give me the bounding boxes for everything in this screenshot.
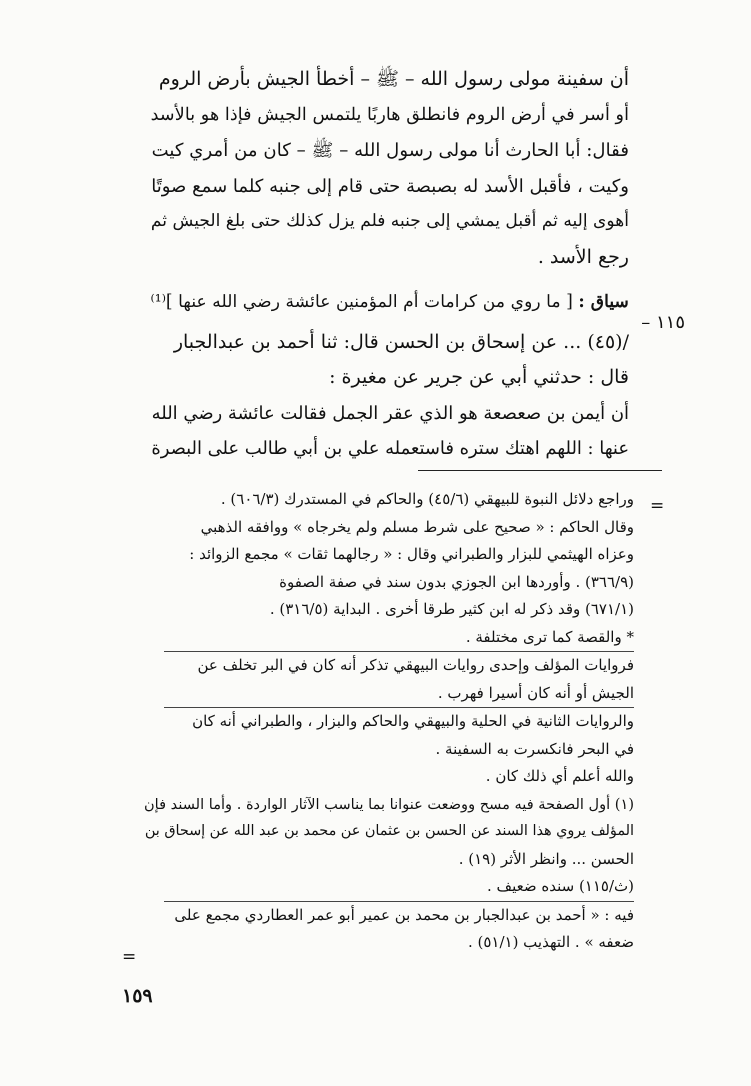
- text-line: أو أسر في أرض الروم فانطلق هاربًا يلتمس الجيش فإذا هو بالأسد: [150, 104, 629, 125]
- footnote-divider: [418, 470, 662, 471]
- section-heading: [141, 285, 629, 321]
- footnote-line: والروايات الثانية في الحلية والبيهقي والحاكم والبزار ، والطبراني أنه كان: [192, 712, 634, 730]
- footnote-line: فيه : « أحمد بن عبدالجبار بن محمد بن عمير أبو عمر العطاردي مجمع على: [174, 905, 634, 924]
- page-number: ١٥٩: [122, 985, 153, 1007]
- footnote-line: وقال الحاكم : « صحيح على شرط مسلم ولم يخرجاه » ووافقه الذهبي: [200, 517, 634, 536]
- footnote-line: ضعفه » . التهذيب (٥١/١) .: [467, 933, 634, 951]
- section-title: [ ما روي من كرامات أم المؤمنين عائشة رضي الله عنها ]⁽¹⁾: [150, 292, 573, 312]
- section-label: سياق :: [578, 292, 629, 312]
- footnote-line: فروايات المؤلف وإحدى روايات البيهقي تذكر أنه كان في البر تخلف عن: [197, 656, 634, 674]
- hadith-line: أن أيمن بن صعصعة هو الذي عقر الجمل فقالت عائشة رضي الله: [151, 402, 629, 424]
- footnote-line: * والقصة كما ترى مختلفة .: [465, 627, 634, 646]
- footnote-line: والله أعلم أي ذلك كان .: [485, 767, 634, 785]
- footnotes: [134, 486, 634, 957]
- footnote-line: (٦٧١/١) وقد ذكر له ابن كثير طرقا أخرى . البداية (٣١٦/٥) .: [269, 600, 634, 618]
- footnote-line: (١) أول الصفحة فيه مسح ووضعت عنوانا بما يناسب الآثار الواردة . وأما السند فإن: [143, 795, 634, 813]
- text-line: وكيت ، فأقبل الأسد له بصبصة حتى قام إلى جنبه كلما سمع صوتًا: [151, 175, 629, 197]
- main-text: [141, 62, 629, 467]
- footnote-line: في البحر فانكسرت به السفينة .: [435, 739, 634, 758]
- footnote-line: وراجع دلائل النبوة للبيهقي (٤٥/٦) والحاكم في المستدرك (٦٠٦/٣) .: [220, 490, 634, 508]
- footnote-line: (ث/١١٥) سنده ضعيف .: [487, 877, 634, 895]
- text-line: رجع الأسد .: [537, 245, 629, 268]
- hadith-line: عنها : اللهم اهتك ستره فاستعمله علي بن أبي طالب على البصرة: [151, 438, 629, 459]
- continuation-mark: =: [650, 496, 665, 516]
- hadith-line: قال : حدثني أبي عن جرير عن مغيرة :: [329, 366, 629, 388]
- footnote-line: (٣٦٦/٩) . وأوردها ابن الجوزي بدون سند في صفة الصفوة: [279, 572, 634, 591]
- footnote-line: وعزاه الهيثمي للبزار والطبراني وقال : « رجالهما ثقات » مجمع الزوائد :: [189, 545, 634, 563]
- text-line: أن سفينة مولى رسول الله – ﷺ – أخطأ الجيش بأرض الروم: [158, 68, 629, 90]
- hadith-number: ١١٥ –: [641, 312, 685, 333]
- footnote-line: الجيش أو أنه كان أسيرا فهرب .: [437, 683, 634, 702]
- footnote-line: المؤلف يروي هذا السند عن الحسن بن عثمان عن محمد بن عبد الله عن إسحاق بن: [144, 823, 634, 839]
- text-line: فقال: أبا الحارث أنا مولى رسول الله – ﷺ – كان من أمري كيت: [151, 140, 629, 161]
- footnote-line: الحسن ... وانظر الأثر (١٩) .: [458, 849, 634, 868]
- hadith-line: /(٤٥) ... عن إسحاق بن الحسن قال: ثنا أحمد بن عبدالجبار: [173, 330, 629, 353]
- end-mark: =: [122, 947, 137, 967]
- text-line: أهوى إليه ثم أقبل يمشي إلى جنبه فلم يزل كذلك حتى بلغ الجيش ثم: [150, 211, 629, 231]
